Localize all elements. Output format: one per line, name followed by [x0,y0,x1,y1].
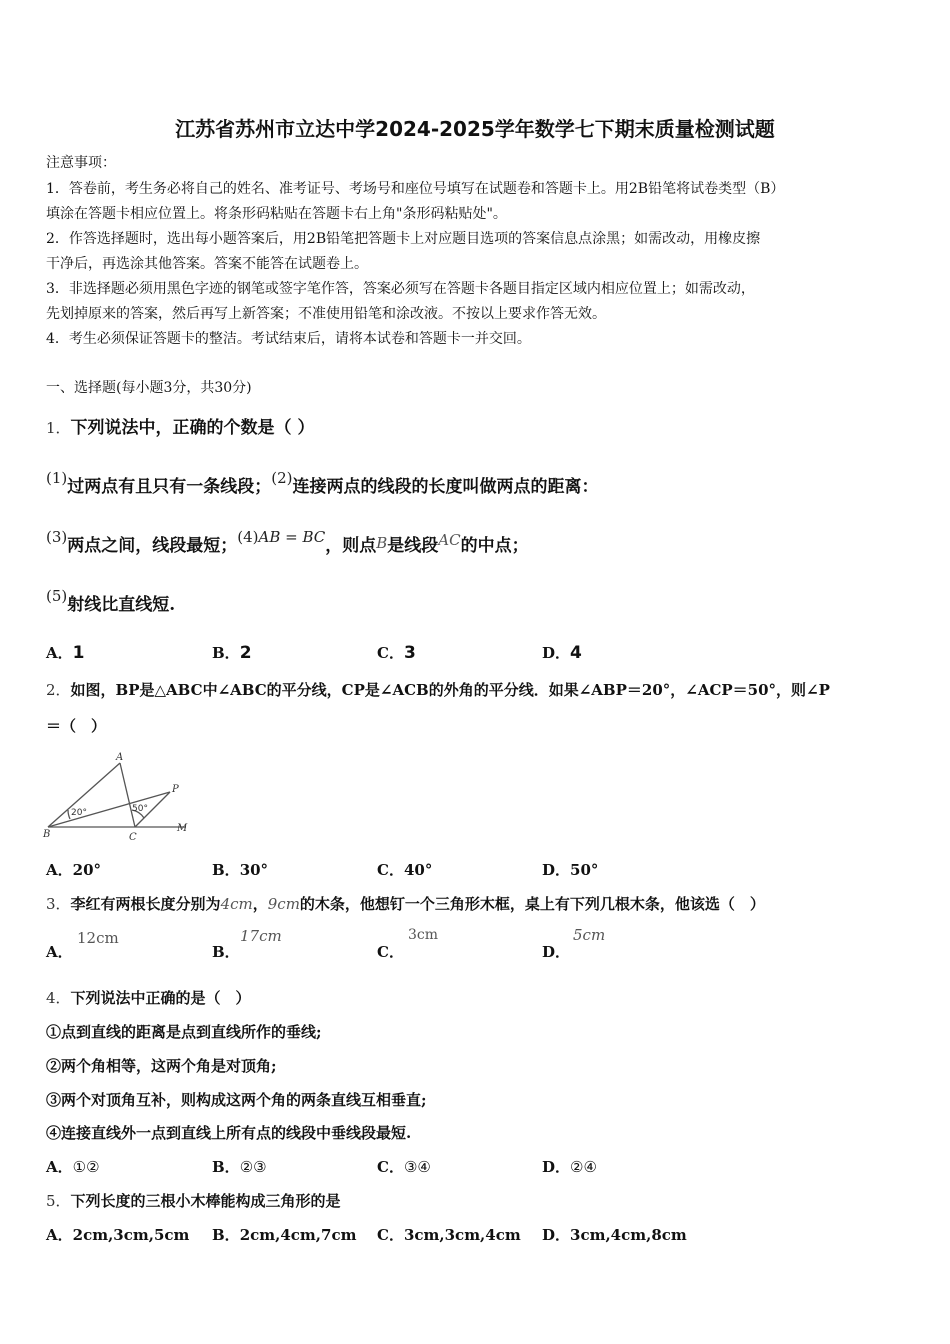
q1-option-d[interactable]: D．4 [542,643,582,663]
note-line: 2．作答选择题时，选出每小题答案后，用2B铅笔把答题卡上对应题目选项的答案信息点涂黑；如需改动，用橡皮擦 [46,231,761,247]
q1-statement-row-1: (1)过两点有且只有一条线段；(2)连接两点的线段的长度叫做两点的距离： [46,469,599,497]
q4-option-a[interactable]: A．①② [46,1158,100,1176]
q3-option-b-value: 17cm [240,927,282,945]
q2-option-a[interactable]: A．20° [46,861,102,879]
q1-option-b[interactable]: B．2 [212,643,252,663]
q4-option-c[interactable]: C．③④ [377,1158,431,1176]
angle-label-50: 50° [132,804,148,814]
question-2-stem: 2．如图，BP是△ABC中∠ABC的平分线，CP是∠ACB的外角的平分线．如果∠ABP＝20°，∠ACP＝50°，则∠P [46,681,830,699]
q3-option-a-value: 12cm [77,929,119,947]
page-title: 江苏省苏州市立达中学2024-2025学年数学七下期末质量检测试题 [175,117,775,141]
q4-item: ②两个角相等，这两个角是对顶角; [46,1057,277,1075]
q3-option-b-label[interactable]: B． [212,943,240,961]
line-ac [120,763,135,827]
q4-item: ③两个对顶角互补，则构成这两个角的两条直线互相垂直; [46,1091,427,1109]
question-2-stem-cont: ＝（ ） [46,717,107,735]
question-4-stem: 4．下列说法中正确的是（ ） [46,989,251,1007]
q2-option-c[interactable]: C．40° [377,861,433,879]
q1-statement-row-3: (5)射线比直线短. [46,587,176,615]
notes-heading: 注意事项： [46,155,116,171]
note-line: 填涂在答题卡相应位置上。将条形码粘贴在答题卡右上角"条形码粘贴处"。 [46,206,507,222]
label-c: C [129,832,137,843]
q5-option-c[interactable]: C．3cm,3cm,4cm [377,1226,521,1244]
q4-item: ①点到直线的距离是点到直线所作的垂线; [46,1023,322,1041]
note-line: 3．非选择题必须用黑色字迹的钢笔或签字笔作答，答案必须写在答题卡各题目指定区域内相应位置上；如需改动， [46,281,755,297]
label-a: A [116,752,124,763]
q2-option-b[interactable]: B．30° [212,861,269,879]
q3-option-a-label[interactable]: A． [46,943,73,961]
question-3-stem: 3．李红有两根长度分别为4cm，9cm的木条，他想钉一个三角形木框，桌上有下列几根木条，他该选（ ） [46,895,765,913]
note-line: 1．答卷前，考生务必将自己的姓名、准考证号、考场号和座位号填写在试题卷和答题卡上。用2B铅笔将试卷类型（B） [46,181,785,197]
section-heading: 一、选择题(每小题3分，共30分) [46,380,252,396]
q4-item: ④连接直线外一点到直线上所有点的线段中垂线段最短. [46,1124,412,1142]
label-m: M [177,823,188,834]
angle-label-20: 20° [71,808,87,818]
q1-statement-row-2: (3)两点之间，线段最短；(4)AB = BC，则点B是线段AC的中点； [46,528,529,556]
question-5-stem: 5．下列长度的三根小木棒能构成三角形的是 [46,1192,341,1210]
note-line: 先划掉原来的答案，然后再写上新答案；不准使用铅笔和涂改液。不按以上要求作答无效。 [46,306,606,322]
q1-option-c[interactable]: C．3 [377,643,416,663]
q4-option-b[interactable]: B．②③ [212,1158,267,1176]
q5-option-a[interactable]: A．2cm,3cm,5cm [46,1226,190,1244]
triangle-figure [40,748,200,844]
question-1-stem: 1．下列说法中，正确的个数是（ ） [46,418,315,438]
q3-option-d-value: 5cm [573,926,606,944]
q1-option-a[interactable]: A．1 [46,643,85,663]
q3-option-c-label[interactable]: C． [377,943,404,961]
label-p: P [172,784,179,795]
q3-option-d-label[interactable]: D． [542,943,571,961]
note-line: 干净后，再选涂其他答案。答案不能答在试题卷上。 [46,256,368,272]
q5-option-d[interactable]: D．3cm,4cm,8cm [542,1226,687,1244]
q4-option-d[interactable]: D．②④ [542,1158,597,1176]
q3-option-c-value: 3cm [408,927,439,943]
angle-arc-b [68,810,70,819]
note-line: 4．考生必须保证答题卡的整洁。考试结束后，请将本试卷和答题卡一并交回。 [46,331,531,347]
label-b: B [43,829,51,840]
question-number: 1． [46,419,71,437]
q2-option-d[interactable]: D．50° [542,861,599,879]
q5-option-b[interactable]: B．2cm,4cm,7cm [212,1226,357,1244]
